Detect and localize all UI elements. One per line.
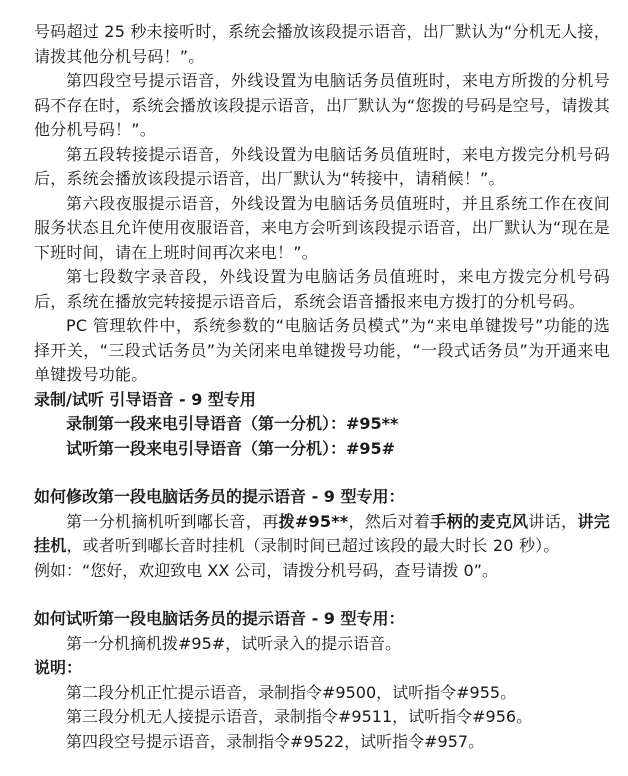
paragraph-transfer-prompt: 第五段转接提示语音，外线设置为电脑话务员值班时，来电方拨完分机号码后，系统会播放该段提示语音，出厂默认为“转接中，请稍候！”。	[34, 144, 610, 188]
spacer	[34, 583, 610, 607]
notes-heading: 说明：	[34, 658, 83, 677]
modify-dial-code: 拨#95**	[278, 511, 349, 531]
listen-steps: 第一分机摘机拨#95#，试听录入的提示语音。	[66, 633, 402, 653]
spacer	[34, 461, 610, 485]
paragraph-modify-steps	[34, 510, 610, 559]
modify-text-4: ，或者听到嘟长音时挂机（录制时间已超过该段的最大时长 20 秒）。	[66, 536, 560, 555]
section-heading-modify: 如何修改第一段电脑话务员的提示语音 - 9 型专用：	[34, 487, 405, 506]
paragraph-busy-continued: 号码超过 25 秒未接听时，系统会播放该段提示语音，出厂默认为“分机无人接，请拨其他分机号码！”。	[34, 22, 610, 66]
record-instruction: 录制第一段来电引导语音（第一分机）：#95**	[66, 414, 399, 433]
section-heading-listen: 如何试听第一段电脑话务员的提示语音 - 9 型专用：	[34, 609, 405, 628]
note-item: 第二段分机正忙提示语音，录制指令#9500，试听指令#955。	[66, 682, 517, 702]
note-item: 第四段空号提示语音，录制指令#9522，试听指令#957。	[66, 731, 485, 751]
paragraph-empty-number-prompt: 第四段空号提示语音，外线设置为电脑话务员值班时，来电方所拨的分机号码不存在时，系统会播放该段提示语音，出厂默认为“您拨的号码是空号，请拨其他分机号码！”。	[34, 71, 610, 139]
note-item: 第三段分机无人接提示语音，录制指令#9511，试听指令#956。	[66, 707, 533, 726]
modify-hang-up: 讲完挂机	[34, 511, 611, 555]
modify-handset-mic: 手柄的麦克风	[430, 511, 529, 531]
paragraph-digit-recording: 第七段数字录音段，外线设置为电脑话务员值班时，来电方拨完分机号码后，系统在播放完转接提示语音后，系统会语音播报来电方拨打的分机号码。	[34, 267, 610, 311]
modify-text-3: 讲话，	[528, 511, 578, 531]
example-line: 例如：“您好，欢迎致电 XX 公司，请拨分机号码，查号请拨 0”。	[34, 560, 498, 580]
listen-instruction: 试听第一段来电引导语音（第一分机）：#95#	[66, 438, 396, 458]
modify-text-1: 第一分机摘机听到嘟长音，再	[66, 511, 279, 531]
modify-text-2: ，然后对着	[348, 511, 431, 531]
paragraph-pc-software: PC 管理软件中，系统参数的“电脑话务员模式”为“来电单键拨号”功能的选择开关，“三段式话务员”为关闭来电单键拨号功能，“一段式话务员”为开通来电单键拨号功能。	[34, 316, 610, 384]
section-heading-record-listen: 录制/试听 引导语音 - 9 型专用	[34, 389, 256, 409]
paragraph-night-prompt: 第六段夜服提示语音，外线设置为电脑话务员值班时，并且系统工作在夜间服务状态且允许使用夜服语音，来电方会听到该段提示语音，出厂默认为“现在是下班时间，请在上班时间再次来电！”。	[34, 193, 610, 262]
